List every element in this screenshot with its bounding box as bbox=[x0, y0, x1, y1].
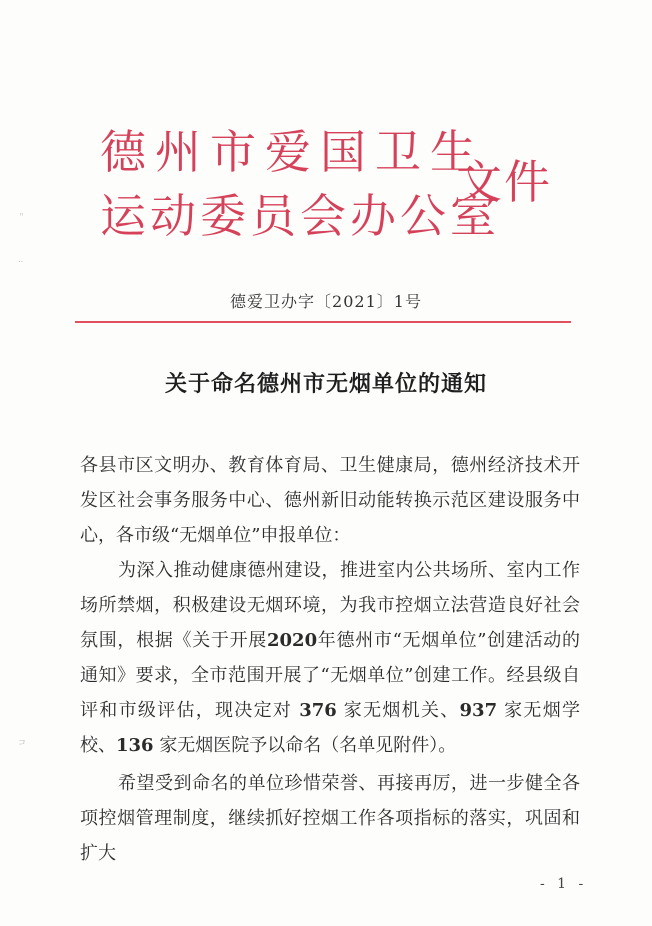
org-name-line1: 德州市爱国卫生 bbox=[100, 125, 485, 179]
scan-artifact: ⁿ bbox=[20, 211, 24, 220]
scan-artifact: ‥ bbox=[18, 255, 24, 264]
org-name-line2: 运动委员会办公室 bbox=[100, 189, 500, 243]
document-title: 关于命名德州市无烟单位的通知 bbox=[164, 371, 487, 397]
text-span: 年德州市“无烟单位”创建活动的通知》要求，全市范围开展了“无烟单位”创建工作。经县级自评和市级评估，现决定对 bbox=[80, 630, 581, 721]
document-body bbox=[80, 448, 580, 871]
text-span: 家无烟学校、 bbox=[80, 700, 580, 756]
red-divider-line bbox=[75, 321, 571, 323]
issuing-organization bbox=[100, 120, 500, 248]
text-span: 家无烟医院予以命名（名单见附件）。 bbox=[159, 735, 457, 756]
text-span: 为深入推动健康德州建设，推进室内公共场所、室内工作场所禁烟，积极建设无烟环境，为我市控烟立法营造良好社会氛围，根据《关于开展 bbox=[80, 560, 580, 651]
closing-paragraph: 希望受到命名的单位珍惜荣誉、再接再厉，进一步健全各项控烟管理制度，继续抓好控烟工作各项指标的落实，巩固和扩大 bbox=[80, 773, 580, 864]
main-paragraph bbox=[80, 553, 580, 763]
count-smoke-free-schools: 937 bbox=[459, 700, 498, 721]
text-span: 家无烟机关、 bbox=[343, 700, 460, 721]
document-number: 德爱卫办字〔2021〕1号 bbox=[230, 292, 422, 311]
document-type-label: 文件 bbox=[456, 155, 552, 209]
scan-artifact: コ bbox=[18, 738, 26, 747]
addressee-paragraph: 各县市区文明办、教育体育局、卫生健康局，德州经济技术开发区社会事务服务中心、德州新旧动能转换示范区建设服务中心，各市级“无烟单位”申报单位： bbox=[80, 455, 580, 546]
year-value: 2020 bbox=[267, 630, 318, 651]
count-smoke-free-hospitals: 136 bbox=[116, 735, 154, 756]
count-smoke-free-agencies: 376 bbox=[299, 700, 337, 721]
page-number: - 1 - bbox=[540, 876, 588, 892]
